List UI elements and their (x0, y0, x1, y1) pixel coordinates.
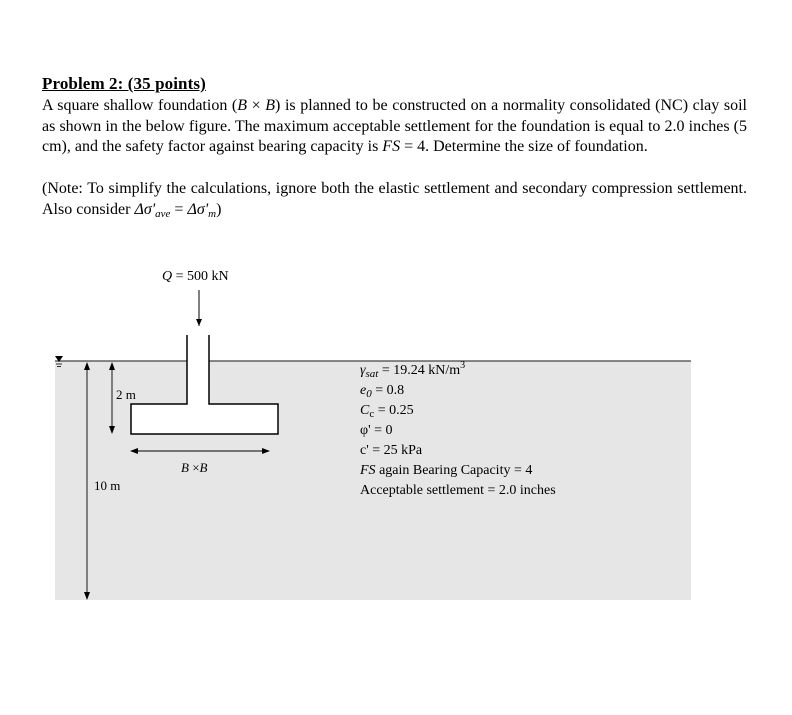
width-label: B ×B (181, 460, 208, 475)
load-label: Q = 500 kN (162, 269, 229, 284)
prop-safety-factor: FS again Bearing Capacity = 4 (360, 463, 533, 478)
prop-settlement: Acceptable settlement = 2.0 inches (360, 483, 556, 498)
prop-friction-angle: φ' = 0 (360, 423, 393, 438)
soil-properties (360, 361, 556, 501)
problem-title: Problem 2: (35 points) (42, 74, 206, 93)
problem-note: (Note: To simplify the calculations, ignore both the elastic settlement and secondary compression settlement. Also consider $\Delta\sigma'_{ave} = \Delta\sigma'_m$) (42, 180, 747, 220)
prop-void-ratio: $e_0 = 0.8$ (360, 383, 405, 400)
prop-compression-index: $C_c = 0.25$ (360, 403, 414, 420)
depth-2m-label: 2 m (116, 387, 136, 402)
depth-10m-label: 10 m (94, 478, 121, 493)
prop-cohesion: c' = 25 kPa (360, 443, 423, 458)
problem-statement: A square shallow foundation (B × B) is planned to be constructed on a normality consolidated (NC) clay soil as shown in the below figure. The maximum acceptable settlement for the foundation is equal to 2.0 inches (5 cm), and the safety factor against bearing capacity is FS = 4. Determine the size of foundation. (42, 97, 747, 155)
prop-gamma-sat: $\gamma_{sat} = 19.24$ $kN/m^3$ (360, 360, 466, 380)
